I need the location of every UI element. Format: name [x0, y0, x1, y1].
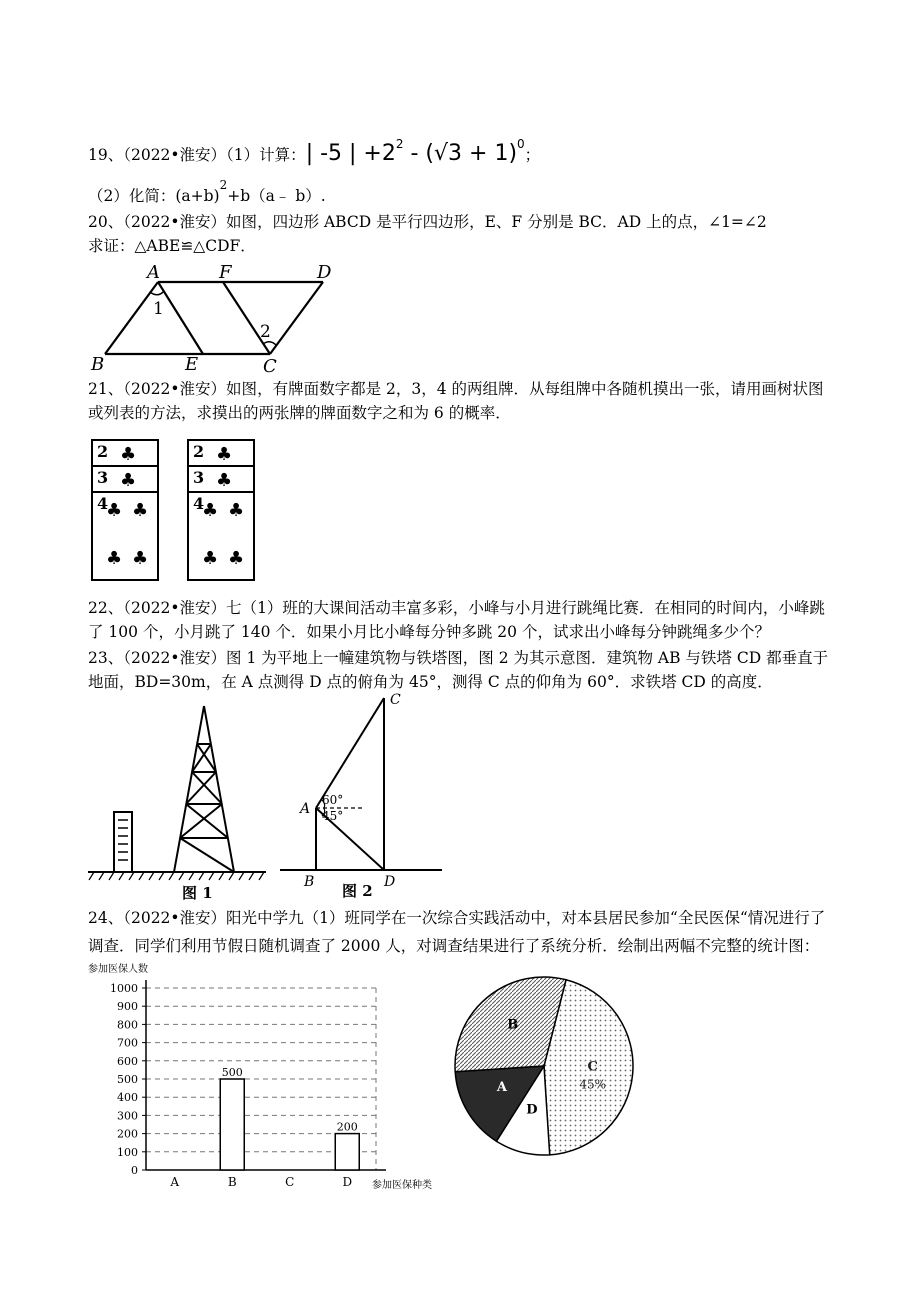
- angle-45-label: 45°: [322, 809, 344, 823]
- bar-chart: [86, 960, 456, 1190]
- card-groups-figure: [88, 436, 268, 584]
- q20-line2: 求证：△ABE≌△CDF．: [88, 237, 256, 255]
- y-tick-label: 400: [117, 1091, 138, 1105]
- q19-part2-prefix: （2）化简：(a+b): [88, 187, 220, 205]
- y-tick-label: 200: [117, 1127, 138, 1141]
- bar-B: [220, 1079, 244, 1170]
- y-axis-label: 参加医保人数: [88, 964, 148, 975]
- club-icon: ♣: [132, 548, 149, 569]
- q19-part2-exp: 2: [219, 178, 228, 192]
- label-F: F: [219, 262, 232, 283]
- q19-prefix: 19、（2022•淮安）（1）计算：: [88, 146, 306, 164]
- fig2-label-B: B: [304, 874, 315, 890]
- x-tick-label: C: [285, 1175, 295, 1189]
- x-tick-label: A: [170, 1175, 180, 1189]
- y-tick-label: 300: [117, 1109, 138, 1123]
- card-1-number-3: 3: [97, 468, 109, 487]
- y-tick-label: 800: [117, 1018, 138, 1032]
- fig2-label-C: C: [390, 692, 401, 708]
- fig2-label-D: D: [384, 874, 396, 890]
- tower-figure-1: [88, 700, 278, 900]
- x-axis-label: 参加医保种类: [372, 1180, 432, 1191]
- club-icon: ♣: [216, 444, 233, 465]
- q19-expr-end: ；: [524, 146, 541, 164]
- y-tick-label: 600: [117, 1054, 138, 1068]
- club-icon: ♣: [216, 470, 233, 491]
- q19-line2: [88, 178, 326, 207]
- y-tick-label: 0: [131, 1164, 138, 1177]
- q19-expr-exp: 2: [395, 137, 404, 151]
- fig1-caption: 图 1: [182, 884, 213, 902]
- club-icon: ♣: [228, 500, 245, 521]
- angle-1-label: 1: [153, 299, 164, 319]
- card-1-number-4: 4: [97, 494, 109, 513]
- label-B: B: [91, 354, 105, 375]
- club-icon: ♣: [132, 500, 149, 521]
- q21-line1: 21、（2022•淮安）如图，有牌面数字都是 2，3，4 的两组牌．从每组牌中各随机摸出一张，请用画树状图: [88, 380, 824, 398]
- parallelogram-figure: [85, 262, 345, 377]
- q22-line2: 了 100 个，小月跳了 140 个．如果小月比小峰每分钟多跳 20 个，试求出小峰每分钟跳绳多少个？: [88, 623, 770, 641]
- label-A: A: [147, 262, 160, 283]
- club-icon: ♣: [120, 470, 137, 491]
- y-tick-label: 100: [117, 1145, 138, 1159]
- card-group-2: [188, 440, 254, 580]
- q19-expr-tail: - (√3 + 1): [403, 141, 518, 166]
- club-icon: ♣: [106, 500, 123, 521]
- angle-2-label: 2: [260, 322, 271, 342]
- bar-value-label: 200: [336, 1120, 358, 1134]
- club-icon: ♣: [120, 444, 137, 465]
- q19-expression: [305, 137, 525, 166]
- q20-line1: 20、（2022•淮安）如图，四边形 ABCD 是平行四边形，E、F 分别是 BC．AD 上的点，∠1=∠2: [88, 213, 767, 231]
- q24-line2: 调查．同学们利用节假日随机调查了 2000 人，对调查结果进行了系统分析．绘制出两幅不完整的统计图：: [88, 937, 820, 955]
- q22-line1: 22、（2022•淮安）七（1）班的大课间活动丰富多彩，小峰与小月进行跳绳比赛．在相同的时间内，小峰跳: [88, 599, 825, 617]
- fig2-caption: 图 2: [342, 882, 373, 900]
- y-tick-label: 1000: [110, 982, 138, 995]
- label-D: D: [317, 262, 332, 283]
- card-2-number-2: 2: [193, 442, 205, 461]
- bar-D: [335, 1134, 359, 1170]
- pie-label-B: B: [507, 1017, 519, 1033]
- angle-60-label: 60°: [322, 793, 344, 807]
- q19-part2-tail: +b（a﹣ b）.: [227, 187, 326, 205]
- club-icon: ♣: [228, 548, 245, 569]
- pie-label-D: D: [526, 1102, 538, 1118]
- pie-label-C: C: [587, 1059, 598, 1075]
- pie-label-A: A: [496, 1079, 507, 1095]
- q19-expr-exp0: 0: [517, 137, 525, 151]
- x-tick-label: B: [227, 1175, 237, 1189]
- fig2-label-A: A: [300, 801, 311, 817]
- q19-line1: [88, 137, 541, 166]
- q23-line1: 23、（2022•淮安）图 1 为平地上一幢建筑物与铁塔图，图 2 为其示意图．建筑物 AB 与铁塔 CD 都垂直于: [88, 649, 829, 667]
- x-tick-label: D: [342, 1175, 353, 1189]
- q24-line1: 24、（2022•淮安）阳光中学九（1）班同学在一次综合实践活动中，对本县居民参加“全民医保“情况进行了: [88, 909, 826, 927]
- pie-percent-label: 45%: [579, 1077, 607, 1092]
- q23-line2: 地面，BD=30m，在 A 点测得 D 点的俯角为 45°，测得 C 点的仰角为 60°．求铁塔 CD 的高度．: [88, 673, 773, 691]
- label-C: C: [263, 356, 277, 377]
- y-tick-label: 500: [117, 1073, 138, 1086]
- card-2-number-3: 3: [193, 468, 205, 487]
- q19-expr-main: | -5 | +2: [305, 141, 396, 166]
- club-icon: ♣: [106, 548, 123, 569]
- y-tick-label: 700: [117, 1036, 138, 1050]
- label-E: E: [185, 354, 199, 375]
- card-group-1: [92, 440, 158, 580]
- y-tick-label: 900: [117, 1000, 138, 1014]
- q21-line2: 或列表的方法，求摸出的两张牌的牌面数字之和为 6 的概率．: [88, 404, 511, 422]
- card-2-number-4: 4: [193, 494, 205, 513]
- tower-figure-2: [280, 692, 460, 898]
- bar-value-label: 500: [221, 1066, 243, 1079]
- card-1-number-2: 2: [97, 442, 109, 461]
- club-icon: ♣: [202, 500, 219, 521]
- pie-chart: [448, 968, 648, 1168]
- club-icon: ♣: [202, 548, 219, 569]
